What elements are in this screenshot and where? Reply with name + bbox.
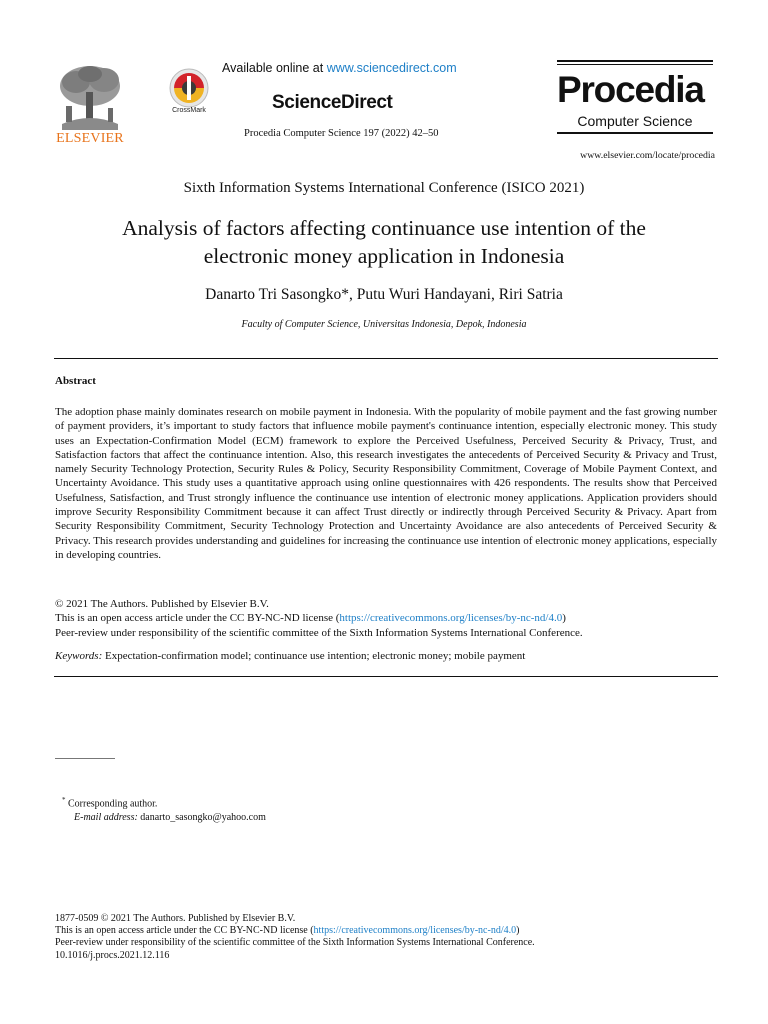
keywords-label: Keywords:: [55, 650, 103, 662]
procedia-title: Procedia: [557, 69, 704, 110]
rights-block: [55, 597, 717, 640]
abstract-heading: Abstract: [55, 375, 96, 387]
keywords-text: Expectation-confirmation model; continuance use intention; electronic money; mobile payment: [102, 650, 526, 662]
available-online-line: Available online at www.sciencedirect.com: [222, 61, 457, 75]
license-line: This is an open access article under the CC BY-NC-ND license (https://creativecommons.org/licenses/by-nc-nd/4.0): [55, 612, 566, 625]
doi-line[interactable]: 10.1016/j.procs.2021.12.116: [55, 949, 170, 961]
divider-bottom: [54, 676, 718, 677]
footer-license-link[interactable]: https://creativecommons.org/licenses/by-nc-nd/4.0: [313, 925, 517, 937]
paper-title: [40, 214, 728, 270]
procedia-subtitle: Computer Science: [577, 113, 693, 129]
author-email[interactable]: danarto_sasongko@yahoo.com: [137, 812, 266, 824]
procedia-bottom-rule: [557, 132, 713, 134]
sciencedirect-brand: ScienceDirect: [272, 92, 393, 113]
elsevier-wordmark: ELSEVIER: [56, 131, 124, 146]
sciencedirect-link[interactable]: www.sciencedirect.com: [326, 61, 457, 75]
journal-citation: Procedia Computer Science 197 (2022) 42–50: [244, 128, 439, 139]
affiliation: Faculty of Computer Science, Universitas Indonesia, Depok, Indonesia: [241, 319, 527, 330]
journal-url[interactable]: www.elsevier.com/locate/procedia: [580, 150, 715, 161]
paper-title-line-1: Analysis of factors affecting continuance use intention of the: [122, 216, 646, 240]
footnote-rule: [55, 758, 115, 759]
conference-name: Sixth Information Systems International Conference (ISICO 2021): [183, 180, 585, 196]
corresponding-author-note: * Corresponding author. E-mail address: danarto_sasongko@yahoo.com: [62, 796, 266, 824]
peer-review-line: Peer-review under responsibility of the scientific committee of the Sixth Information Systems International Conference.: [55, 626, 583, 639]
divider-top: [54, 358, 718, 359]
abstract-body: The adoption phase mainly dominates research on mobile payment in Indonesia. With the popularity of mobile payment and the fast growing number of payment providers, it’s important to study factors that influence mobile payment's continuance intention, especially electronic money. This study uses an Expectation-Confirmation Model (ECM) framework to explore the Perceived Usefulness, Perceived Security & Privacy, Trust, and Satisfaction factors that affect the continuance intention. Also, this research investigates the antecedents of Perceived Security & Privacy and Trust, namely Security Technology Protection, Security Rules & Policy, Security Responsibility Commitment, Coverage of Mobile Payment Context, and Uncertainty Avoidance. This study uses a quantitative approach using online questionnaires with 426 respondents. The results show that Perceived Usefulness, Satisfaction, and Trust strongly influence the continuance use intention of electronic money applications. Application providers should improve Security Responsibility Commitment because it can affect Trust directly or indirectly through Perceived Security & Privacy. Apart from Security Responsibility Commitment, Security Technology Protection and Uncertainty Avoidance are also antecedents of Perceived Security & Privacy. This research provides understanding and guidelines for increasing the continuance use intention of electronic money applications, especially in developing countries.: [55, 406, 717, 561]
procedia-logo: [557, 60, 713, 134]
crossmark-label: CrossMark: [172, 107, 206, 114]
license-link[interactable]: https://creativecommons.org/licenses/by-nc-nd/4.0: [339, 612, 563, 625]
footer-peer-review: Peer-review under responsibility of the scientific committee of the Sixth Information Systems International Conference.: [55, 937, 535, 949]
procedia-top-rule: [557, 60, 713, 62]
footer-license-line: This is an open access article under the CC BY-NC-ND license (https://creativecommons.org/licenses/by-nc-nd/4.0): [55, 925, 520, 937]
page-footer: [55, 913, 717, 962]
keywords-line: [55, 650, 717, 662]
author-list: Danarto Tri Sasongko*, Putu Wuri Handayani, Riri Satria: [205, 286, 563, 303]
copyright-line: © 2021 The Authors. Published by Elsevier B.V.: [55, 598, 269, 610]
paper-title-line-2: electronic money application in Indonesia: [203, 244, 565, 268]
issn-line: 1877-0509 © 2021 The Authors. Published by Elsevier B.V.: [55, 913, 296, 924]
procedia-top-rule-thin: [557, 64, 713, 65]
